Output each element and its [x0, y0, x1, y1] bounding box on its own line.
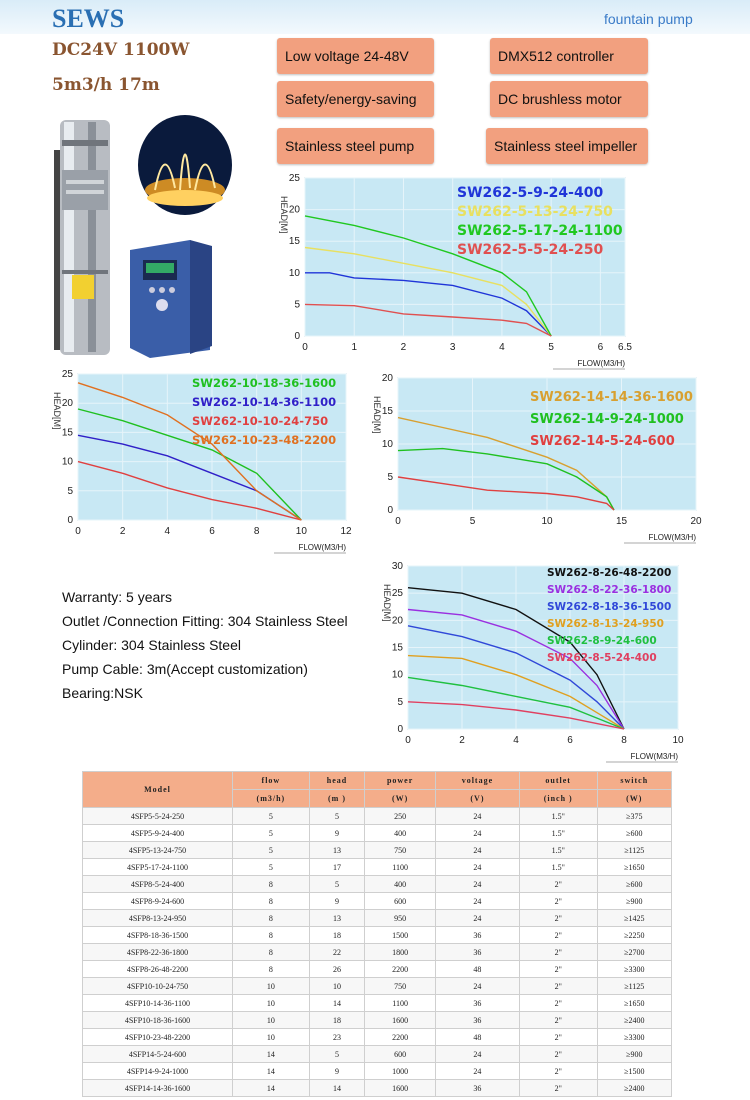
table-cell: 4SFP5-5-24-250 — [83, 808, 233, 825]
table-row — [83, 961, 672, 978]
table-cell: 4SFP14-5-24-600 — [83, 1046, 233, 1063]
table-cell: 10 — [233, 978, 310, 995]
th-unit: (inch ) — [519, 790, 597, 808]
table-cell: ≥2250 — [597, 927, 672, 944]
y-tick-label: 10 — [391, 669, 403, 681]
th-voltage: voltage — [435, 772, 519, 790]
table-cell: 10 — [233, 1029, 310, 1046]
product-images — [40, 110, 270, 360]
info-warranty: Warranty: 5 years — [62, 589, 172, 605]
legend-entry: SW262-14-14-36-1600 — [530, 390, 693, 405]
pump-curve-chart-2 — [40, 368, 360, 553]
feature-tag: DMX512 controller — [490, 38, 648, 74]
table-row — [83, 927, 672, 944]
table-row — [83, 1029, 672, 1046]
table-cell: ≥1425 — [597, 910, 672, 927]
table-cell: ≥1125 — [597, 978, 672, 995]
table-cell: 24 — [435, 876, 519, 893]
table-cell: ≥900 — [597, 893, 672, 910]
table-cell: 23 — [309, 1029, 365, 1046]
table-cell: 5 — [309, 1046, 365, 1063]
table-row — [83, 944, 672, 961]
table-cell: 8 — [233, 961, 310, 978]
x-tick-label: 4 — [513, 735, 519, 746]
table-cell: 4SFP10-10-24-750 — [83, 978, 233, 995]
y-tick-label: 0 — [387, 505, 393, 516]
y-tick-label: 20 — [381, 373, 393, 384]
table-cell: 5 — [233, 825, 310, 842]
info-bearing: Bearing:NSK — [62, 685, 143, 701]
x-tick-label: 4 — [164, 526, 171, 537]
table-cell: 4SFP8-26-48-2200 — [83, 961, 233, 978]
table-cell: ≥600 — [597, 876, 672, 893]
legend-entry: SW262-8-22-36-1800 — [547, 584, 672, 596]
table-cell: 4SFP8-18-36-1500 — [83, 927, 233, 944]
legend-entry: SW262-8-13-24-950 — [547, 618, 664, 630]
table-cell: 24 — [435, 978, 519, 995]
table-cell: 10 — [309, 978, 365, 995]
info-cylinder: Cylinder: 304 Stainless Steel — [62, 637, 241, 653]
table-cell: 2" — [519, 995, 597, 1012]
table-cell: 1.5" — [519, 808, 597, 825]
y-tick-label: 15 — [61, 427, 73, 439]
product-info — [62, 585, 348, 705]
x-tick-label: 0 — [75, 526, 81, 537]
table-cell: 4SFP8-13-24-950 — [83, 910, 233, 927]
table-cell: 36 — [435, 995, 519, 1012]
legend-entry: SW262-5-13-24-750 — [457, 204, 613, 220]
table-cell: 2" — [519, 1046, 597, 1063]
table-cell: ≥375 — [597, 808, 672, 825]
table-cell: ≥2400 — [597, 1080, 672, 1097]
table-cell: 9 — [309, 1063, 365, 1080]
table-cell: 24 — [435, 842, 519, 859]
y-tick-label: 10 — [381, 439, 393, 450]
table-row — [83, 1046, 672, 1063]
table-cell: 24 — [435, 808, 519, 825]
table-cell: 8 — [233, 944, 310, 961]
table-row — [83, 910, 672, 927]
y-tick-label: 15 — [288, 236, 300, 248]
legend-entry: SW262-8-5-24-400 — [547, 652, 657, 664]
table-cell: 5 — [233, 808, 310, 825]
table-cell: ≥1500 — [597, 1063, 672, 1080]
table-cell: 36 — [435, 1080, 519, 1097]
y-tick-label: 0 — [294, 331, 300, 342]
table-cell: 1.5" — [519, 842, 597, 859]
feature-tag: Low voltage 24-48V — [277, 38, 434, 74]
x-tick-label: 6.5 — [618, 342, 632, 353]
x-tick-label: 6 — [209, 526, 215, 537]
x-tick-label: 2 — [400, 342, 407, 353]
table-cell: 400 — [365, 825, 436, 842]
spec-table — [82, 771, 672, 1097]
feature-tag: DC brushless motor — [490, 81, 648, 117]
x-tick-label: 2 — [459, 735, 465, 746]
table-cell: ≥2400 — [597, 1012, 672, 1029]
table-cell: 1.5" — [519, 859, 597, 876]
x-tick-label: 10 — [672, 735, 684, 746]
table-cell: 24 — [435, 1046, 519, 1063]
info-cable: Pump Cable: 3m(Accept customization) — [62, 661, 308, 677]
table-cell: 8 — [233, 893, 310, 910]
x-tick-label: 2 — [119, 526, 126, 537]
brand-title: SEWS — [52, 4, 125, 33]
table-cell: 18 — [309, 927, 365, 944]
x-tick-label: 8 — [253, 526, 260, 537]
table-cell: 4SFP8-9-24-600 — [83, 893, 233, 910]
table-header-row — [83, 772, 672, 790]
table-cell: 2200 — [365, 1029, 436, 1046]
x-tick-label: 0 — [405, 735, 411, 746]
y-tick-label: 20 — [288, 204, 300, 216]
table-cell: 2" — [519, 893, 597, 910]
table-cell: 8 — [233, 927, 310, 944]
table-cell: 950 — [365, 910, 436, 927]
table-cell: 2200 — [365, 961, 436, 978]
x-tick-label: 5 — [548, 342, 554, 353]
table-cell: 4SFP5-13-24-750 — [83, 842, 233, 859]
legend-entry: SW262-5-17-24-1100 — [457, 223, 623, 239]
table-cell: 250 — [365, 808, 436, 825]
table-cell: 5 — [309, 876, 365, 893]
table-row — [83, 859, 672, 876]
legend-entry: SW262-10-23-48-2200 — [192, 433, 337, 447]
table-cell: 10 — [233, 995, 310, 1012]
y-tick-label: 25 — [61, 369, 73, 380]
y-axis-label: HEAD[M] — [382, 584, 392, 622]
table-cell: 1500 — [365, 927, 436, 944]
x-tick-label: 6 — [597, 342, 604, 353]
y-tick-label: 25 — [288, 173, 300, 184]
table-cell: 8 — [233, 876, 310, 893]
table-cell: 4SFP14-9-24-1000 — [83, 1063, 233, 1080]
table-cell: 9 — [309, 893, 365, 910]
y-tick-label: 5 — [397, 696, 403, 708]
y-tick-label: 10 — [288, 267, 300, 279]
x-axis-label: FLOW(M3/H) — [648, 533, 696, 542]
table-cell: 24 — [435, 893, 519, 910]
legend-entry: SW262-10-10-24-750 — [192, 414, 329, 428]
table-cell: 24 — [435, 910, 519, 927]
th-power: power — [365, 772, 436, 790]
legend-entry: SW262-5-5-24-250 — [457, 242, 604, 258]
th-model: Model — [83, 772, 233, 808]
th-head: head — [309, 772, 365, 790]
y-tick-label: 0 — [397, 724, 403, 735]
y-tick-label: 5 — [387, 472, 393, 483]
table-cell: 2" — [519, 910, 597, 927]
table-cell: 24 — [435, 859, 519, 876]
table-cell: 22 — [309, 944, 365, 961]
th-outlet: outlet — [519, 772, 597, 790]
table-cell: 5 — [233, 842, 310, 859]
table-cell: 10 — [233, 1012, 310, 1029]
table-cell: 24 — [435, 825, 519, 842]
table-cell: 2" — [519, 944, 597, 961]
y-tick-label: 25 — [391, 588, 403, 600]
x-axis-label: FLOW(M3/H) — [577, 359, 625, 368]
th-switch: switch — [597, 772, 672, 790]
x-tick-label: 5 — [469, 516, 476, 527]
x-tick-label: 0 — [302, 342, 308, 353]
table-cell: ≥3300 — [597, 961, 672, 978]
pump-image — [54, 120, 110, 355]
legend-entry: SW262-14-5-24-600 — [530, 434, 675, 449]
y-tick-label: 20 — [61, 398, 73, 410]
th-unit: (m ) — [309, 790, 365, 808]
table-cell: 17 — [309, 859, 365, 876]
y-tick-label: 15 — [391, 642, 403, 654]
y-axis-label: HEAD[M] — [279, 196, 289, 234]
table-cell: 2" — [519, 1063, 597, 1080]
table-cell: 14 — [233, 1046, 310, 1063]
table-cell: 5 — [233, 859, 310, 876]
table-cell: 24 — [435, 1063, 519, 1080]
x-tick-label: 3 — [449, 342, 456, 353]
pump-curve-chart-1 — [279, 173, 645, 368]
table-cell: 4SFP10-18-36-1600 — [83, 1012, 233, 1029]
table-cell: 600 — [365, 893, 436, 910]
table-cell: 1100 — [365, 995, 436, 1012]
y-tick-label: 30 — [391, 561, 403, 572]
table-cell: 1600 — [365, 1080, 436, 1097]
table-cell: ≥600 — [597, 825, 672, 842]
table-cell: 2" — [519, 961, 597, 978]
th-unit: (m3/h) — [233, 790, 310, 808]
th-unit: (W) — [597, 790, 672, 808]
legend-entry: SW262-8-26-48-2200 — [547, 567, 672, 579]
x-tick-label: 15 — [615, 516, 628, 527]
table-cell: 2" — [519, 876, 597, 893]
table-cell: 9 — [309, 825, 365, 842]
table-cell: 48 — [435, 1029, 519, 1046]
legend-entry: SW262-10-14-36-1100 — [192, 395, 337, 409]
table-cell: 1100 — [365, 859, 436, 876]
y-axis-label: HEAD[M] — [372, 396, 382, 434]
x-axis-label: FLOW(M3/H) — [630, 752, 678, 761]
table-cell: 1600 — [365, 1012, 436, 1029]
table-cell: ≥900 — [597, 1046, 672, 1063]
table-cell: ≥2700 — [597, 944, 672, 961]
th-unit: (V) — [435, 790, 519, 808]
table-cell: 4SFP14-14-36-1600 — [83, 1080, 233, 1097]
table-cell: 2" — [519, 1012, 597, 1029]
controller-image — [130, 240, 212, 358]
legend-entry: SW262-10-18-36-1600 — [192, 376, 337, 390]
x-tick-label: 8 — [621, 735, 627, 746]
table-row — [83, 876, 672, 893]
table-cell: 48 — [435, 961, 519, 978]
table-cell: 8 — [233, 910, 310, 927]
table-cell: ≥1125 — [597, 842, 672, 859]
th-flow: flow — [233, 772, 310, 790]
table-cell: 2" — [519, 927, 597, 944]
table-row — [83, 1063, 672, 1080]
table-cell: ≥3300 — [597, 1029, 672, 1046]
table-cell: 36 — [435, 927, 519, 944]
table-cell: 400 — [365, 876, 436, 893]
table-cell: 1800 — [365, 944, 436, 961]
table-cell: ≥1650 — [597, 995, 672, 1012]
y-tick-label: 10 — [61, 456, 73, 468]
y-axis-label: HEAD[M] — [52, 392, 62, 430]
table-row — [83, 1012, 672, 1029]
legend-entry: SW262-8-18-36-1500 — [547, 601, 672, 613]
fountain-image — [138, 115, 232, 215]
table-row — [83, 995, 672, 1012]
table-cell: 14 — [309, 1080, 365, 1097]
table-cell: 600 — [365, 1046, 436, 1063]
pump-curve-chart-3 — [370, 372, 715, 560]
table-cell: 4SFP10-14-36-1100 — [83, 995, 233, 1012]
table-cell: 2" — [519, 1029, 597, 1046]
th-unit: (W) — [365, 790, 436, 808]
table-cell: 36 — [435, 944, 519, 961]
table-cell: 4SFP5-17-24-1100 — [83, 859, 233, 876]
x-tick-label: 4 — [499, 342, 505, 353]
table-cell: 14 — [233, 1080, 310, 1097]
y-tick-label: 15 — [381, 406, 393, 417]
feature-tag: Stainless steel impeller — [486, 128, 648, 164]
table-cell: 36 — [435, 1012, 519, 1029]
table-cell: 750 — [365, 978, 436, 995]
table-cell: 13 — [309, 910, 365, 927]
table-cell: ≥1650 — [597, 859, 672, 876]
table-cell: 18 — [309, 1012, 365, 1029]
table-row — [83, 978, 672, 995]
feature-tag: Stainless steel pump — [277, 128, 434, 164]
table-cell: 750 — [365, 842, 436, 859]
table-cell: 1.5" — [519, 825, 597, 842]
table-row — [83, 893, 672, 910]
table-cell: 5 — [309, 808, 365, 825]
table-row — [83, 1080, 672, 1097]
y-tick-label: 20 — [391, 615, 403, 627]
table-cell: 4SFP8-22-36-1800 — [83, 944, 233, 961]
pump-curve-chart-4 — [370, 562, 700, 770]
x-tick-label: 20 — [690, 516, 702, 527]
feature-tag: Safety/energy-saving — [277, 81, 434, 117]
x-tick-label: 10 — [295, 526, 307, 537]
legend-entry: SW262-8-9-24-600 — [547, 635, 657, 647]
y-tick-label: 5 — [294, 299, 300, 311]
table-row — [83, 825, 672, 842]
x-tick-label: 12 — [340, 526, 352, 537]
header-subtitle: fountain pump — [604, 11, 693, 27]
legend-entry: SW262-14-9-24-1000 — [530, 412, 684, 427]
table-row — [83, 808, 672, 825]
table-cell: 26 — [309, 961, 365, 978]
x-tick-label: 0 — [395, 516, 401, 527]
table-cell: 14 — [233, 1063, 310, 1080]
table-row — [83, 842, 672, 859]
table-cell: 2" — [519, 1080, 597, 1097]
table-cell: 13 — [309, 842, 365, 859]
y-tick-label: 0 — [67, 515, 73, 526]
y-tick-label: 5 — [67, 485, 73, 497]
spec-flow-head: 5m3/h 17m — [52, 75, 160, 95]
table-cell: 1000 — [365, 1063, 436, 1080]
info-outlet: Outlet /Connection Fitting: 304 Stainless Steel — [62, 613, 348, 629]
x-tick-label: 6 — [567, 735, 573, 746]
table-cell: 4SFP5-9-24-400 — [83, 825, 233, 842]
table-cell: 2" — [519, 978, 597, 995]
table-cell: 4SFP10-23-48-2200 — [83, 1029, 233, 1046]
table-cell: 4SFP8-5-24-400 — [83, 876, 233, 893]
x-tick-label: 10 — [541, 516, 553, 527]
table-cell: 14 — [309, 995, 365, 1012]
legend-entry: SW262-5-9-24-400 — [457, 185, 604, 201]
x-tick-label: 1 — [351, 342, 358, 353]
x-axis-label: FLOW(M3/H) — [298, 543, 346, 552]
spec-voltage-power: DC24V 1100W — [52, 40, 190, 60]
